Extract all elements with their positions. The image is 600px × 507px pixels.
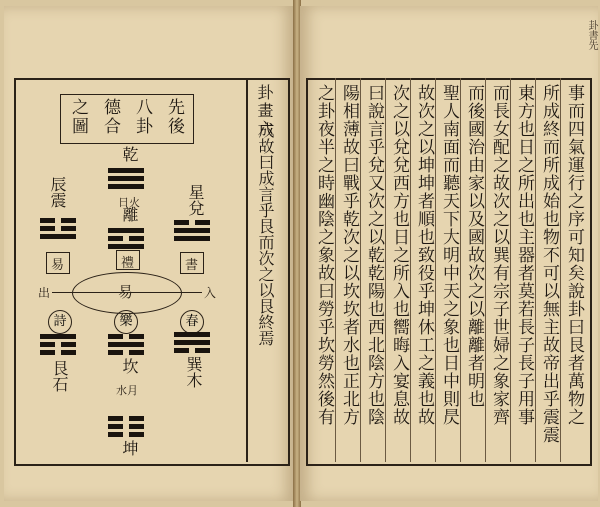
label-chun: 春 xyxy=(185,314,199,329)
trigram-xun-icon xyxy=(174,332,210,354)
title-col-4: 之圖 xyxy=(68,98,88,136)
text-column: 東方也日之所出也主器者莫若長子長子用事 xyxy=(514,84,534,426)
label-dui: 星兌 xyxy=(186,184,205,216)
title-col-3: 德合 xyxy=(100,98,120,136)
label-shi: 詩 xyxy=(53,314,67,329)
circle-chun xyxy=(180,310,204,334)
label-qian: 乾 xyxy=(120,146,139,162)
title-col-1: 先後 xyxy=(164,98,184,136)
text-column: 曰說言乎兌又次之以乾乾陽也西北陰方也陰 xyxy=(364,84,384,426)
text-column: 陽相薄故曰戰乎乾次之以坎坎者水也正北方 xyxy=(339,84,359,426)
text-column: 聖人南面而聽天下大明中天之象也日中則昃 xyxy=(439,84,459,426)
label-kun: 坤 xyxy=(120,440,139,456)
label-li: 離 xyxy=(120,206,139,222)
trigram-kan-icon xyxy=(108,334,144,356)
circle-yue xyxy=(114,310,138,334)
right-page xyxy=(300,6,598,501)
label-kan-small: 水月 xyxy=(116,384,138,397)
left-page xyxy=(4,6,294,501)
label-kan: 坎 xyxy=(120,358,139,374)
circle-shi xyxy=(48,310,72,334)
trigram-li-icon xyxy=(108,228,144,250)
trigram-dui-icon xyxy=(174,220,210,242)
right-edge-mark: 卦書先 xyxy=(586,20,597,50)
left-text-column: 成故曰成言乎艮而次之以艮終焉 xyxy=(256,122,275,346)
text-column: 而後國治由家以及國故次之以離離者明也 xyxy=(464,84,484,408)
label-shu: 書 xyxy=(185,258,199,273)
trigram-kun-icon xyxy=(108,416,144,438)
text-column: 所成終而所成始也物不可以無主故帝出乎震震 xyxy=(539,84,559,444)
text-column: 事而四氣運行之序可知矣說卦曰艮者萬物之 xyxy=(564,84,584,426)
trigram-qian-icon xyxy=(108,168,144,190)
label-yue: 樂 xyxy=(119,314,133,329)
left-column-divider xyxy=(246,78,248,462)
label-yi-center: 易 xyxy=(118,283,134,301)
title-col-2: 八卦 xyxy=(132,98,152,136)
trigram-zhen-icon xyxy=(40,218,76,240)
label-li-small: 日火 xyxy=(118,196,140,209)
label-li-rite: 禮 xyxy=(121,256,135,271)
text-column: 而長女配之故次之以巽有宗子世婦之象家齊 xyxy=(489,84,509,426)
text-column: 次之以兌兌西方也日之所入也嚮晦入宴息故 xyxy=(389,84,409,426)
side-label: 卦畫六 xyxy=(255,84,274,138)
label-chu: 出 xyxy=(38,286,51,300)
label-gen: 艮石 xyxy=(50,360,69,392)
text-column: 之卦夜半之時幽陰之象故曰勞乎坎勞然後有 xyxy=(314,84,334,426)
label-zhen: 辰震 xyxy=(48,176,67,208)
label-yi-top: 易 xyxy=(51,258,65,273)
label-ru: 入 xyxy=(204,286,217,300)
text-column: 故次之以坤坤者順也致役乎坤休工之義也故 xyxy=(414,84,434,426)
label-xun: 巽木 xyxy=(184,356,203,388)
trigram-gen-icon xyxy=(40,334,76,356)
